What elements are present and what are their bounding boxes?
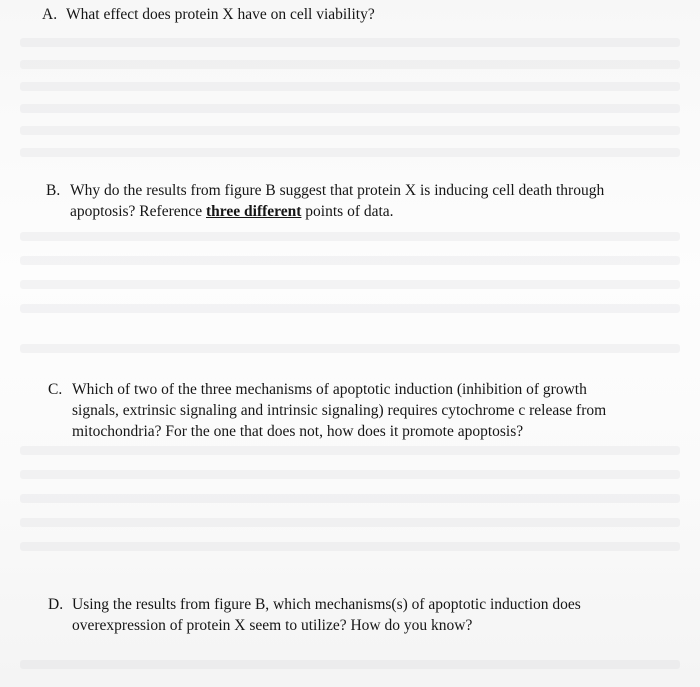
question-b-emphasis: three different [206,203,302,220]
bleed-through-line [20,344,680,353]
bleed-through-line [20,82,680,91]
question-d-label: D. [48,596,64,613]
bleed-through-line [20,470,680,479]
bleed-through-line [20,256,680,265]
bleed-through-line [20,280,680,289]
question-b-line-2-end: points of data. [301,203,394,220]
bleed-through-line [20,494,680,503]
question-a-text: What effect does protein X have on cell viability? [66,6,375,23]
question-d [48,594,648,636]
question-c-line-3: mitochondria? For the one that does not, how does it promote apoptosis? [72,423,524,440]
bleed-through-line [20,38,680,47]
bleed-through-line [20,60,680,69]
bleed-through-line [20,304,680,313]
question-c-label: C. [48,381,63,398]
question-a [42,4,662,25]
question-c [48,379,648,442]
bleed-through-line [20,126,680,135]
question-d-line-1: Using the results from figure B, which mechanisms(s) of apoptotic induction does [72,596,581,613]
bleed-through-line [20,148,680,157]
question-d-line-2: overexpression of protein X seem to utilize? How do you know? [72,617,473,634]
question-b [46,180,646,222]
bleed-through-line [20,660,680,669]
question-c-line-2: signals, extrinsic signaling and intrinsic signaling) requires cytochrome c release from [72,402,607,419]
question-c-line-1: Which of two of the three mechanisms of apoptotic induction (inhibition of growth [72,381,587,398]
question-b-label: B. [46,182,61,199]
bleed-through-line [20,104,680,113]
question-b-line-2-start: apoptosis? Reference [70,203,206,220]
bleed-through-line [20,518,680,527]
question-a-label: A. [42,6,58,23]
bleed-through-line [20,542,680,551]
bleed-through-line [20,232,680,241]
bleed-through-line [20,446,680,455]
question-b-line-1: Why do the results from figure B suggest that protein X is inducing cell death through [70,182,605,199]
